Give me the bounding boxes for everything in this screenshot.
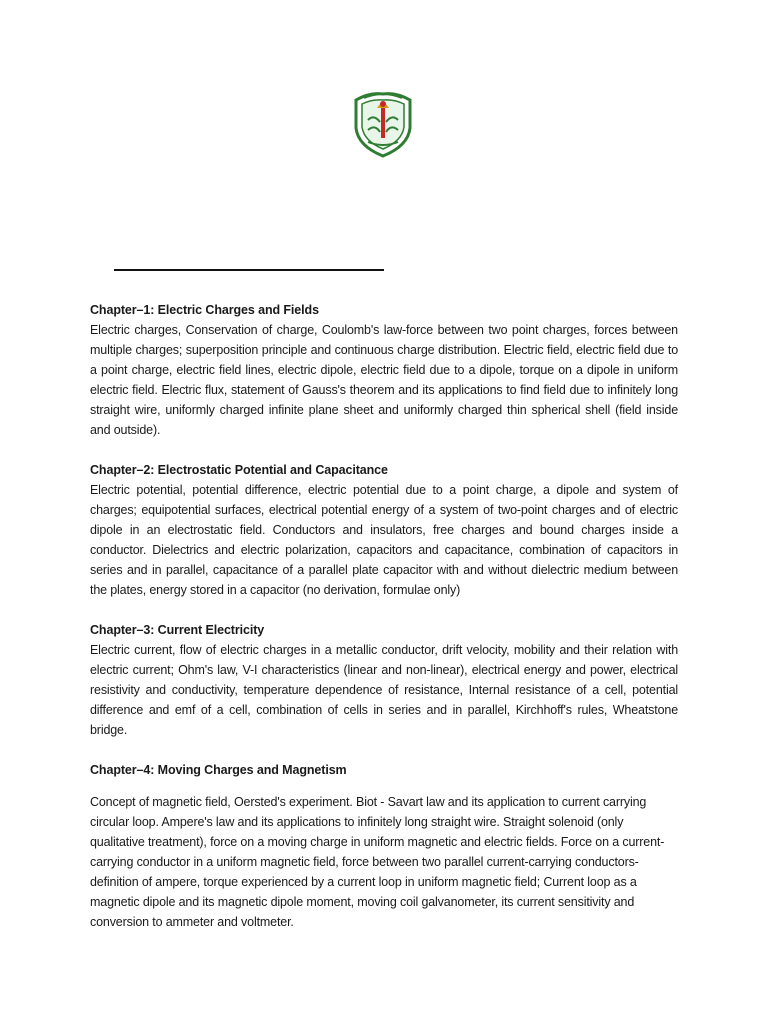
school-crest-icon — [350, 90, 416, 158]
chapter-section — [90, 460, 678, 600]
chapter-body: Electric potential, potential difference, electric potential due to a point charge, a dipole and system of charges; equipotential surfaces, electrical potential energy of a system of two-point charges and of electric dipole in an electrostatic field. Conductors and insulators, free charges and bound charges inside a conductor. Dielectrics and electric polarization, capacitors and capacitance, combination of capacitors in series and in parallel, capacitance of a parallel plate capacitor with and without dielectric medium between the plates, energy stored in a capacitor (no derivation, formulae only) — [90, 483, 678, 597]
chapter-title: Chapter–4: Moving Charges and Magnetism — [90, 763, 347, 777]
chapter-body: Concept of magnetic field, Oersted's experiment. Biot - Savart law and its application to current carrying circular loop. Ampere's law and its applications to infinitely long straight wire. Straight solenoid (only qualitative treatment), force on a moving charge in uniform magnetic and electric fields. Force on a current-carrying conductor in a uniform magnetic field, force between two parallel current-carrying conductors-definition of ampere, torque experienced by a current loop in uniform magnetic field; Current loop as a magnetic dipole and its magnetic dipole moment, moving coil galvanometer, its current sensitivity and conversion to ammeter and voltmeter. — [90, 795, 665, 929]
chapter-body: Electric charges, Conservation of charge, Coulomb's law-force between two point charges, forces between multiple charges; superposition principle and continuous charge distribution. Electric field, electric field due to a point charge, electric field lines, electric dipole, electric field due to a dipole, torque on a dipole in uniform electric field. Electric flux, statement of Gauss's theorem and its applications to find field due to infinitely long straight wire, uniformly charged infinite plane sheet and uniformly charged thin spherical shell (field inside and outside). — [90, 323, 678, 437]
chapter-title: Chapter–2: Electrostatic Potential and Capacitance — [90, 463, 388, 477]
chapter-body: Electric current, flow of electric charges in a metallic conductor, drift velocity, mobility and their relation with electric current; Ohm's law, V-I characteristics (linear and non-linear), electrical energy and power, electrical resistivity and conductivity, temperature dependence of resistance, Internal resistance of a cell, potential difference and emf of a cell, combination of cells in series and in parallel, Kirchhoff's rules, Wheatstone bridge. — [90, 643, 678, 737]
chapter-title: Chapter–1: Electric Charges and Fields — [90, 303, 319, 317]
chapter-section — [90, 300, 678, 440]
syllabus-content — [90, 300, 678, 932]
chapter-section — [90, 760, 678, 932]
chapter-section — [90, 620, 678, 740]
horizontal-rule — [114, 269, 384, 271]
chapter-title: Chapter–3: Current Electricity — [90, 623, 265, 637]
